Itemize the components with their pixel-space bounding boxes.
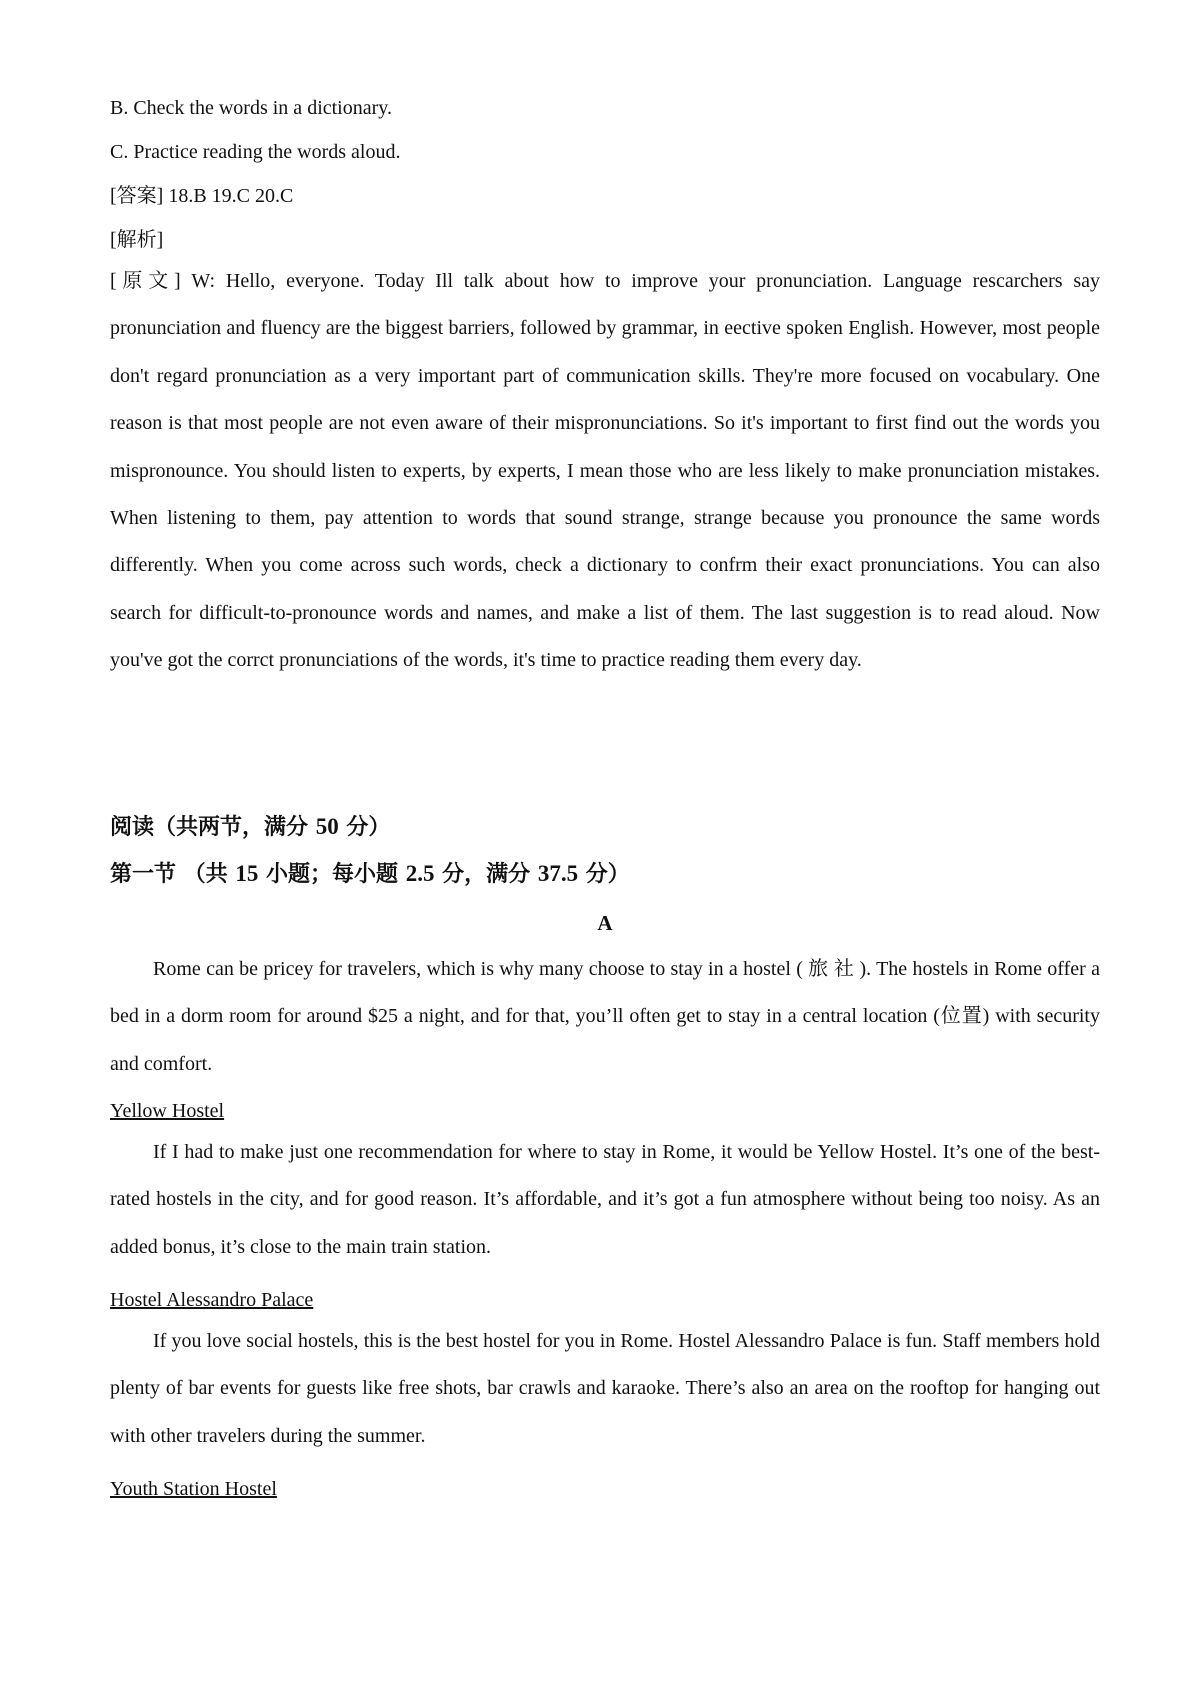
answer-key: [答案] 18.B 19.C 20.C: [110, 185, 294, 207]
section-title-c: 分，满分: [442, 862, 531, 887]
section-title-count: 15: [235, 861, 259, 886]
hostel-text-alessandro: If you love social hostels, this is the best hostel for you in Rome. Hostel Alessandro Palace is fun. Staff members hold plenty of bar events for guests like free shots, bar crawls and karaoke. There’s also an area on the rooftop for hanging out with other travelers during the summer.: [110, 1330, 1100, 1447]
option-c: C. Practice reading the words aloud.: [110, 141, 401, 163]
section-title-total: 37.5: [537, 861, 579, 886]
passage-letter: A: [597, 911, 613, 935]
transcript-paragraph: [原文] W: Hello, everyone. Today Ill talk about how to improve your pronunciation. Language rescarchers say pronunciation and fluency are the biggest barriers, followed by grammar, in eective spoken English. However, most people don't regard pronunciation as a very important part of communication skills. They're more focused on vocabulary. One reason is that most people are not even aware of their mispronunciations. So it's important to first find out the words you mispronounce. You should listen to experts, by experts, I mean those who are less likely to make pronunciation mistakes. When listening to them, pay attention to words that sound strange, strange because you pronounce the same words differently. When you come across such words, check a dictionary to confrm their exact pronunciations. You can also search for difficult-to-pronounce words and names, and make a list of them. The last suggestion is to read aloud. Now you've got the corrct pronunciations of the words, it's time to practice reading them every day.: [110, 270, 1100, 672]
part-title-score: 50: [315, 814, 339, 839]
section-one-title: [110, 860, 630, 889]
hostel-text-yellow: If I had to make just one recommendation for where to stay in Rome, it would be Yellow Hostel. It’s one of the best-rated hostels in the city, and for good reason. It’s affordable, and it’s got a fun atmosphere without being too noisy. As an added bonus, it’s close to the main train station.: [110, 1141, 1100, 1258]
part-title-text: 阅读（共两节，满分: [110, 815, 309, 840]
section-title-d: 分）: [585, 862, 630, 887]
reading-part-title: [110, 813, 390, 842]
section-title-a: 第一节 （共: [110, 862, 228, 887]
part-title-suffix: 分）: [346, 815, 391, 840]
section-title-b: 小题；每小题: [266, 862, 399, 887]
hostel-title-yellow: Yellow Hostel: [110, 1100, 225, 1122]
section-title-points: 2.5: [405, 861, 435, 886]
hostel-title-youth-station: Youth Station Hostel: [110, 1478, 277, 1500]
passage-intro: Rome can be pricey for travelers, which is why many choose to stay in a hostel ( 旅 社 ). The hostels in Rome offer a bed in a dorm room for around $25 a night, and for that, you’ll often get to stay in a central location (位置) with security and comfort.: [110, 958, 1100, 1075]
option-b: B. Check the words in a dictionary.: [110, 97, 392, 119]
analysis-label: [解析]: [110, 229, 164, 251]
hostel-title-alessandro: Hostel Alessandro Palace: [110, 1289, 314, 1311]
